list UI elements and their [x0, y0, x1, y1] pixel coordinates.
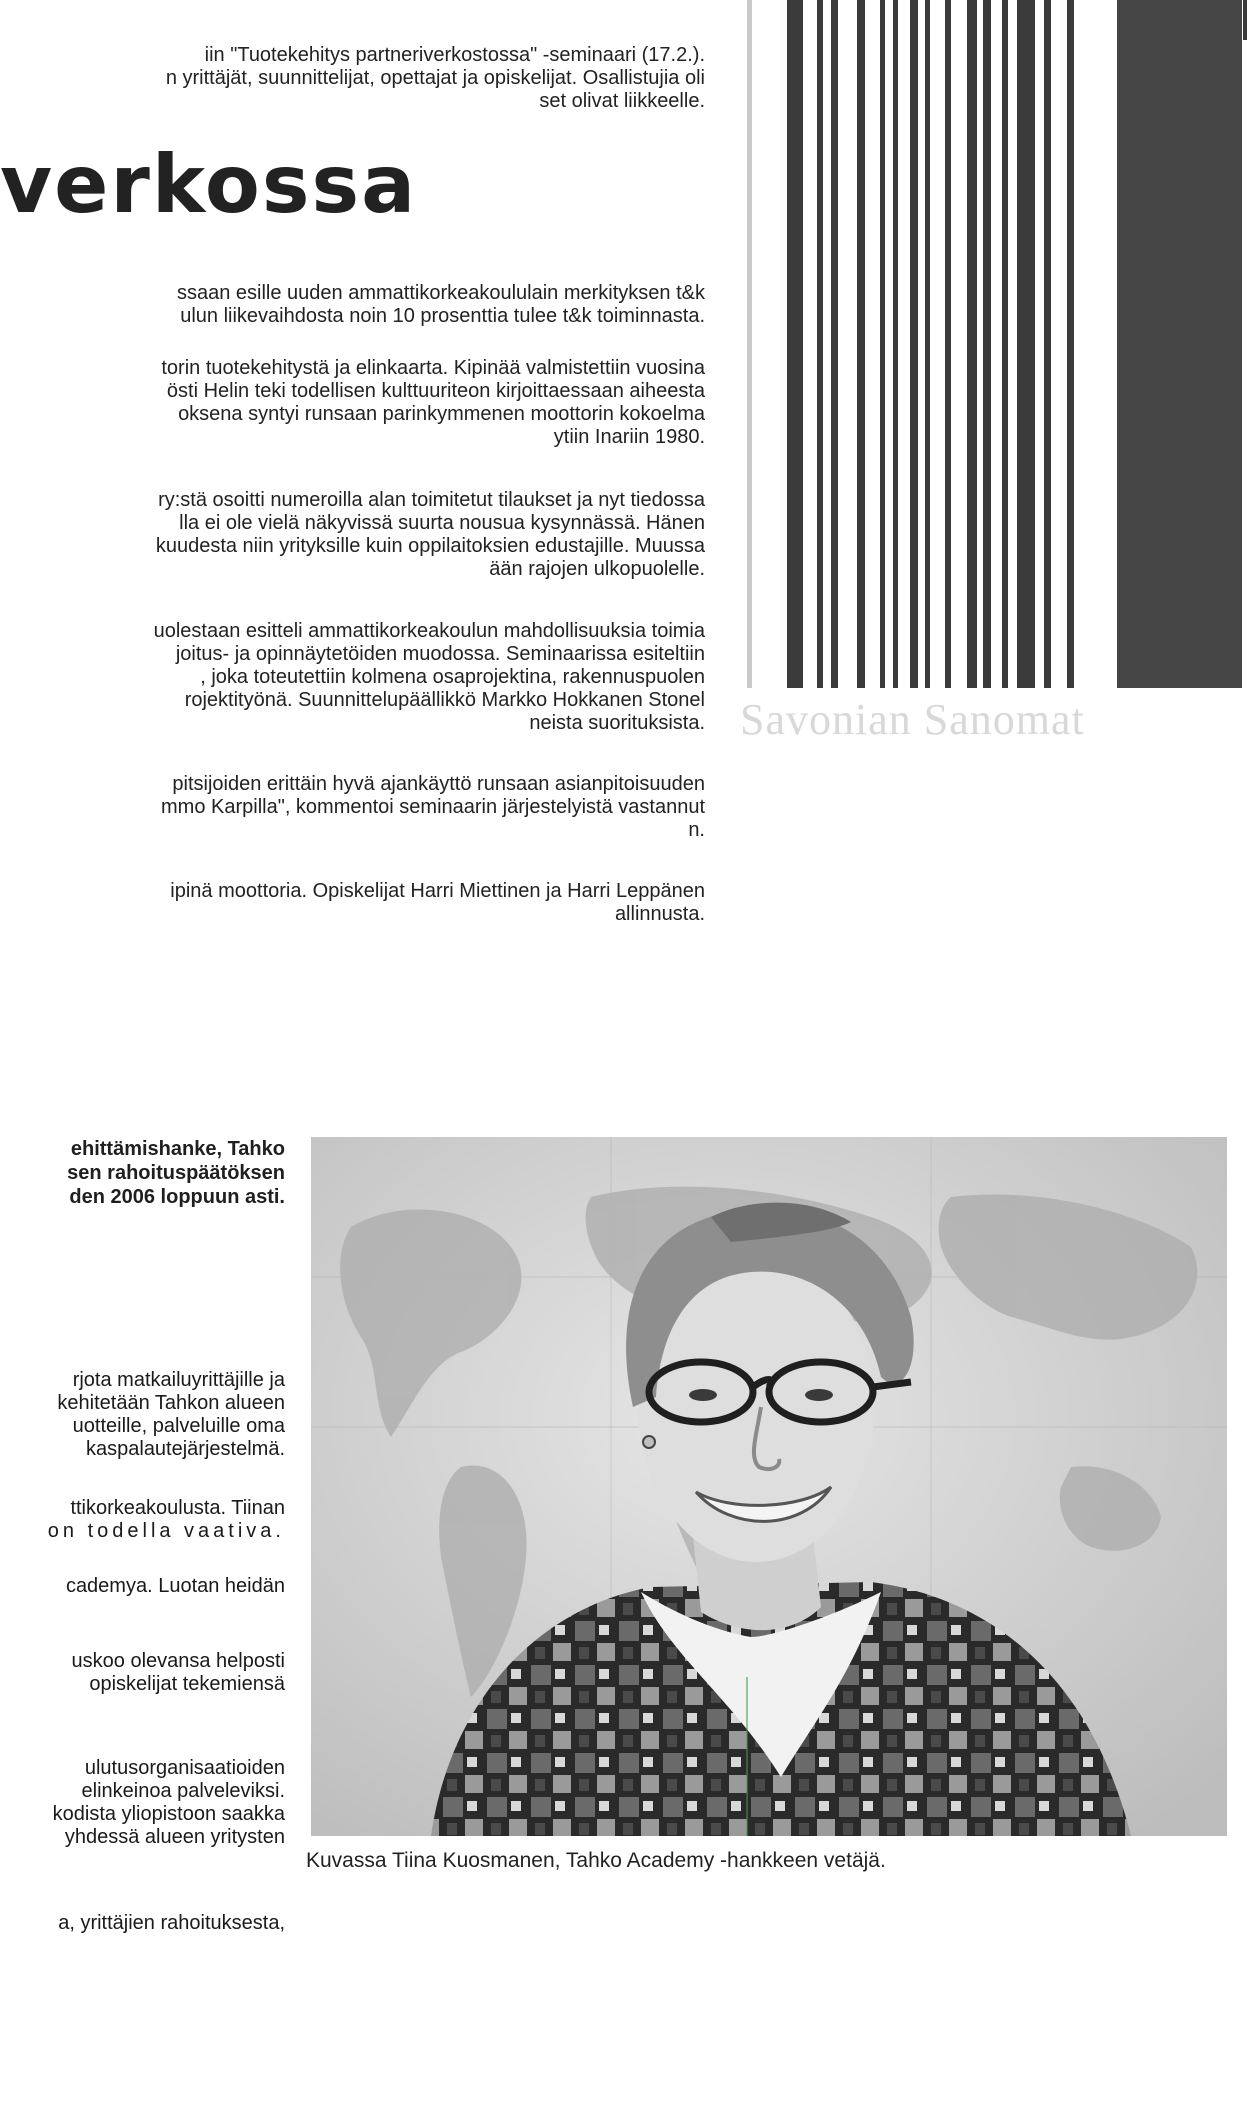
- bar: [831, 0, 838, 688]
- text-line: n yrittäjät, suunnittelijat, opettajat ja opiskelijat. Osallistujia oli: [165, 67, 705, 89]
- text-line: uolestaan esitteli ammattikorkeakoulun mahdollisuuksia toimia: [153, 620, 705, 642]
- text-line: on todella vaativa.: [47, 1520, 285, 1542]
- text-line: ssaan esille uuden ammattikorkeakoululain merkityksen t&k: [176, 282, 705, 304]
- text-line: ytiin Inariin 1980.: [553, 426, 705, 448]
- text-line: neista suorituksista.: [529, 712, 705, 734]
- text-line: ulun liikevaihdosta noin 10 prosenttia tulee t&k toiminnasta.: [180, 305, 705, 327]
- bar: [925, 0, 930, 688]
- article-paragraph: [0, 282, 705, 328]
- bar: [880, 0, 885, 688]
- text-line: set olivat liikkeelle.: [539, 90, 705, 112]
- text-line: allinnusta.: [614, 903, 705, 925]
- column-paragraph: [0, 1912, 285, 1935]
- text-line: kodista yliopistoon saakka: [52, 1803, 285, 1825]
- text-line: kaspalautejärjestelmä.: [86, 1438, 285, 1460]
- text-line: joitus- ja opinnäytetöiden muodossa. Seminaarissa esiteltiin: [175, 643, 705, 665]
- text-line: kuudesta niin yrityksille kuin oppilaitoksien edustajille. Muussa: [155, 535, 705, 557]
- text-line: , joka toteutettiin kolmena osaprojektina, rakennuspuolen: [200, 666, 705, 688]
- text-line: ipinä moottoria. Opiskelijat Harri Miettinen ja Harri Leppänen: [170, 880, 705, 902]
- text-line: ry:stä osoitti numeroilla alan toimitetut tilaukset ja nyt tiedossa: [158, 489, 705, 511]
- masthead-title: Savonian Sanomat: [740, 695, 1085, 744]
- text-line: cademya. Luotan heidän: [65, 1575, 285, 1597]
- barcode-graphic: [747, 0, 1247, 688]
- bar: [817, 0, 823, 688]
- article-paragraph: [0, 357, 705, 449]
- bar: [1044, 0, 1051, 688]
- text-line: ttikorkeakoulusta. Tiinan: [70, 1497, 285, 1519]
- text-line: ulutusorganisaatioiden: [84, 1757, 285, 1779]
- bar: [747, 0, 752, 688]
- text-line: oksena syntyi runsaan parinkymmenen moottorin kokoelma: [178, 403, 705, 425]
- text-line: mmo Karpilla", kommentoi seminaarin järjestelyistä vastannut: [161, 796, 705, 818]
- headline: verkossa: [0, 138, 418, 231]
- bar: [787, 0, 803, 688]
- lead-paragraph: [0, 1137, 285, 1209]
- column-paragraph: [0, 1650, 285, 1696]
- text-line: lla ei ole vielä näkyvissä suurta nousua kysynnässä. Hänen: [179, 512, 705, 534]
- text-line: yhdessä alueen yritysten: [64, 1826, 285, 1848]
- column-paragraph: [0, 1369, 285, 1461]
- bar: [1017, 0, 1035, 688]
- text-line: elinkeinoa palveleviksi.: [81, 1780, 285, 1802]
- text-line: uskoo olevansa helposti: [71, 1650, 285, 1672]
- text-line: den 2006 loppuun asti.: [69, 1186, 285, 1208]
- text-line: sen rahoituspäätöksen: [67, 1162, 285, 1184]
- text-line: n.: [688, 819, 705, 841]
- bar: [945, 0, 951, 688]
- column-paragraph: [0, 1497, 285, 1543]
- photo-caption: Kuvassa Tiina Kuosmanen, Tahko Academy -hankkeen vetäjä.: [306, 1849, 886, 1872]
- article-paragraph: [0, 773, 705, 842]
- text-line: a, yrittäjien rahoituksesta,: [58, 1912, 285, 1934]
- article-paragraph: [0, 489, 705, 581]
- text-line: östi Helin teki todellisen kulttuuriteon kirjoittaessaan aiheesta: [166, 380, 705, 402]
- text-line: iin "Tuotekehitys partneriverkostossa" -seminaari (17.2.).: [204, 44, 705, 66]
- text-line: rjota matkailuyrittäjille ja: [72, 1369, 285, 1391]
- bar: [1243, 0, 1247, 40]
- text-line: torin tuotekehitystä ja elinkaarta. Kipinää valmistettiin vuosina: [161, 357, 705, 379]
- text-line: opiskelijat tekemiensä: [89, 1673, 285, 1695]
- bar: [1002, 0, 1008, 688]
- text-line: kehitetään Tahkon alueen: [57, 1392, 285, 1414]
- bar: [857, 0, 865, 688]
- column-paragraph: [0, 1757, 285, 1849]
- intro-paragraph: [0, 44, 705, 113]
- column-paragraph: [0, 1575, 285, 1598]
- bar: [983, 0, 991, 688]
- portrait-photo: [311, 1137, 1227, 1836]
- bar: [910, 0, 918, 688]
- bar: [967, 0, 977, 688]
- text-line: ään rajojen ulkopuolelle.: [489, 558, 705, 580]
- text-line: rojektityönä. Suunnittelupäällikkö Markko Hokkanen Stonel: [184, 689, 705, 711]
- bar: [893, 0, 898, 688]
- text-line: uotteille, palveluille oma: [72, 1415, 285, 1437]
- text-line: pitsijoiden erittäin hyvä ajankäyttö runsaan asianpitoisuuden: [172, 773, 705, 795]
- article-paragraph: [0, 880, 705, 926]
- bar: [1067, 0, 1074, 688]
- bar: [1117, 0, 1242, 688]
- article-paragraph: [0, 620, 705, 735]
- text-line: ehittämishanke, Tahko: [70, 1138, 285, 1160]
